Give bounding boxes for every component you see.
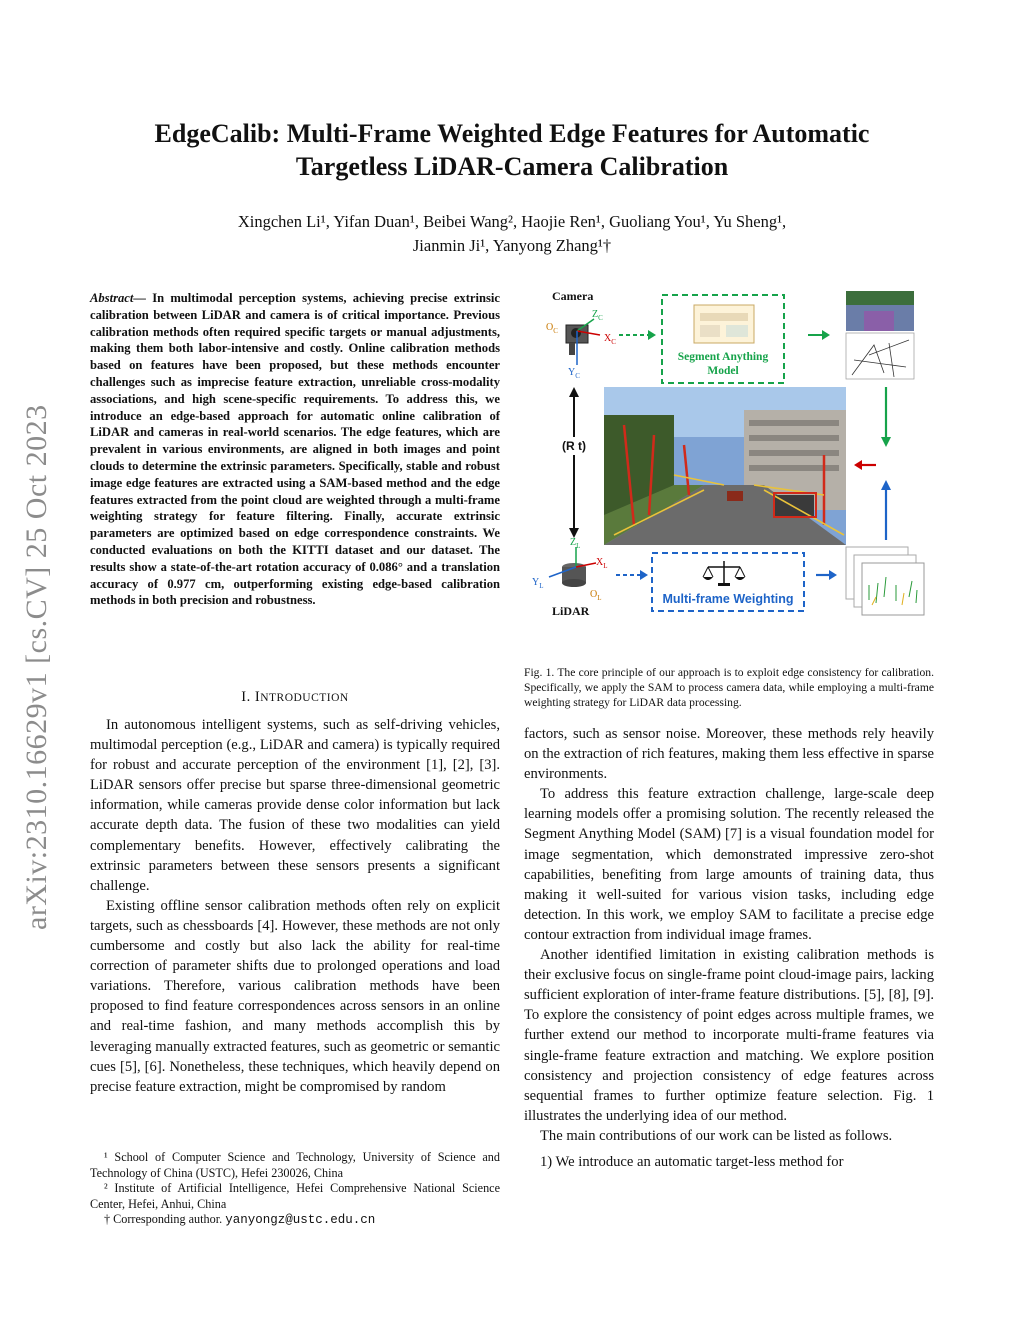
section-title-first: I [254,689,261,705]
sam-thumbnail-band-1 [700,313,748,321]
camera-label: Camera [552,289,594,303]
lidar-to-weighting-arrowhead [640,570,648,580]
contribution-list-item-1: 1) We introduce an automatic target-less method for [540,1153,844,1170]
axis-oc-label: $O_C$ [546,322,558,335]
figure-1-diagram [524,285,934,655]
fuse-left-arrowhead [854,460,862,470]
axis-yl-label: $Y_L$ [532,577,544,590]
rt-label: (R t) [562,439,586,453]
intro-paragraph-3: To address this feature extraction challenge, large-scale deep learning models offer a promising solution. The recently released the Segment Anything Model (SAM) [7] is a visual foundation model for image segmentation, which demonstrated impressive zero-shot capabilities, benefiting from large amounts of training data, thus making it well-suited for various vision tasks, including edge detection. In this work, we employ SAM to facilitate a precise edge contour extraction from individual image frames. [524,786,934,943]
rt-arrow-top [569,387,579,397]
abstract-lead: Abstract— [90,291,146,305]
continued-paragraph: factors, such as sensor noise. Moreover, these methods rely heavily on the extraction of rich features, making them less effective in sparse environments. [524,726,934,783]
footnotes [90,1150,500,1229]
footnote-affiliation-2: ² Institute of Artificial Intelligence, Hefei Comprehensive National Science Center, Hefei, Anhui, China [90,1181,500,1211]
paper-title [90,117,934,183]
authors-line-2: Jianmin Ji¹, Yanyong Zhang¹† [412,236,612,255]
figure-1 [524,285,934,655]
weighting-to-output-arrowhead [829,570,837,580]
figure-1-caption: Fig. 1. The core principle of our approach is to exploit edge consistency for calibration. Specifically, we apply the SAM to process camera data, while employing a multi-frame weighting strategy for LiDAR data processing. [524,666,934,710]
camera-to-sam-arrowhead [648,330,656,340]
sam-thumbnail-block-2 [726,325,748,337]
axis-ol-label: $O_L$ [590,589,602,602]
segmented-image-band-2 [864,311,894,331]
multiframe-label: Multi-frame Weighting [662,592,794,606]
edge-down-arrowhead [881,437,891,447]
points-up-arrowhead [881,480,891,490]
sam-thumbnail-block-1 [700,325,720,337]
intro-paragraph-2: Existing offline sensor calibration methods often rely on explicit targets, such as chessboards [4]. However, these methods are not only cumbersome and costly but also lack the ability for real-time correction of parameter shifts due to prolonged operations and load variations. Therefore, various calibration methods have been proposed to find feature correspondences across sensors in an online and real-time fashion, and many methods accomplish this by leveraging manually extracted features, such as geometric or semantic cues [5], [6]. Nonetheless, these techniques, which heavily depend on precise feature extraction, might be compromised by random [90,897,500,1095]
axis-zc-label: $Z_C$ [592,309,603,322]
segmented-image-band-1 [846,291,914,305]
section-title-rest: NTRODUCTION [260,692,349,704]
axis-yc-label: $Y_C$ [568,367,580,380]
authors-line-1: Xingchen Li¹, Yifan Duan¹, Beibei Wang², Haojie Ren¹, Guoliang You¹, Yu Sheng¹, [237,212,787,231]
footnote-corresponding-label: † Corresponding author. [104,1212,226,1226]
sam-label-1: Segment Anything [677,351,769,363]
frame-front [862,563,924,615]
intro-paragraph-1: In autonomous intelligent systems, such as self-driving vehicles, multimodal perception (e.g., LiDAR and camera) is typically required for robust and accurate perception of the environment [1], [2], [3]. LiDAR sensors offer precise but sparse three-dimensional geometric information, while cameras provide dense color information but lack accurate depth data. The fusion of these two modalities can yield complementary benefits. However, effectively calibrating the extrinsic parameters between these sensors presents a significant challenge. [90,717,500,894]
axis-xc-label: $X_C$ [604,333,616,346]
sam-to-output-arrowhead [822,330,830,340]
street-scene-image [604,387,846,545]
footnote-affiliation-1: ¹ School of Computer Science and Technology, University of Science and Technology of China (USTC), Hefei 230026, China [90,1150,500,1180]
footnote-corresponding [90,1212,500,1229]
edge-image-thumbnail [846,333,914,379]
title-line-2: Targetless LiDAR-Camera Calibration [295,152,729,181]
right-column-body [524,724,934,1172]
sam-thumbnail [694,305,754,343]
sam-label-2: Model [707,365,739,377]
abstract-body: In multimodal perception systems, achieving precise extrinsic calibration between LiDAR and camera is of critical importance. Previous calibration methods often required specific targets or manual adjustments, making them both labor-intensive and costly. Online calibration methods based on features have been proposed, but these methods encounter challenges such as imprecise feature extraction, unreliable cross-modality associations, and high scene-specific requirements. To address this, we introduce an edge-based approach for automatic online calibration of LiDAR and cameras in real-world scenarios. The edge features, which are prevalent in various environments, are aligned in both images and point clouds to determine the extrinsic parameters. Specifically, stable and robust image edge features are extracted using a SAM-based method and the edge features extracted from the point cloud are weighted through a multi-frame weighting strategy for feature filtering. Finally, accurate extrinsic parameters are optimized based on edge correspondence constraints. We conducted evaluations on both the KITTI dataset and our dataset. The results show a state-of-the-art rotation accuracy of 0.086° and a translation accuracy of 0.977 cm, outperforming existing edge-based calibration methods in both precision and robustness. [90,291,500,608]
title-line-1: EdgeCalib: Multi-Frame Weighted Edge Features for Automatic [154,119,870,148]
arxiv-side-stamp: arXiv:2310.16629v1 [cs.CV] 25 Oct 2023 [20,404,53,930]
axis-xl-label: $X_L$ [596,557,608,570]
left-column-body [90,715,500,1097]
corresponding-email[interactable]: yanyongz@ustc.edu.cn [225,1213,376,1227]
section-heading-introduction [90,689,500,706]
author-list [130,210,894,258]
lidar-label: LiDAR [552,604,590,618]
axis-zl-label: $Z_L$ [570,537,581,550]
intro-paragraph-5: The main contributions of our work can be listed as follows. [540,1127,893,1144]
intro-paragraph-4: Another identified limitation in existing calibration methods is their exclusive focus on single-frame point cloud-image pairs, lacking sufficient exploration of inter-frame feature distributions. [5], [8], [9]. To explore the consistency of point edges across multiple frames, we further extend our method to incorporate multi-frame features via single-frame feature extraction and matching. We explore position consistency and projection consistency of edge features across sequential frames to further optimize feature selection. Fig. 1 illustrates the underlying idea of our method. [524,947,934,1124]
section-number: I. [241,689,251,705]
abstract [90,290,500,609]
balance-scale-icon [703,561,745,586]
lidar-icon [562,563,586,587]
